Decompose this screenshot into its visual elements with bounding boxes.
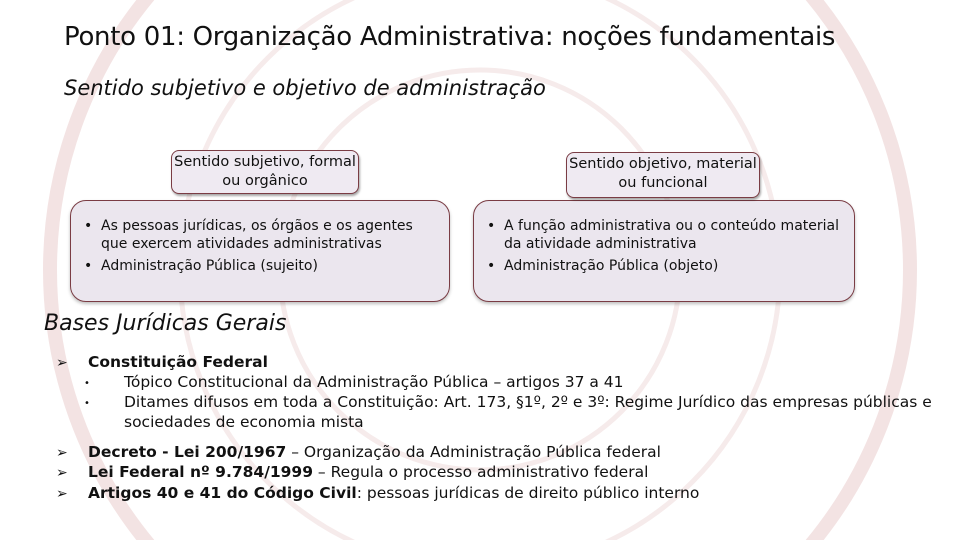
list-item: Lei Federal nº 9.784/1999 – Regula o processo administrativo federal — [88, 463, 649, 481]
bullet-icon: • — [84, 378, 90, 389]
arrow-marker-icon: ➢ — [56, 355, 68, 371]
list-item: • A função administrativa ou o conteúdo material da atividade administrativa — [487, 218, 839, 252]
list-item: Artigos 40 e 41 do Código Civil: pessoas jurídicas de direito público interno — [88, 484, 700, 502]
bullet-icon: • — [84, 258, 93, 274]
subjective-sense-box — [70, 200, 450, 302]
arrow-marker-icon: ➢ — [56, 465, 68, 481]
legal-bases-list — [56, 352, 946, 512]
bullet-icon: • — [487, 218, 496, 234]
subjective-sense-header: Sentido subjetivo, formal ou orgânico — [171, 150, 359, 194]
list-item: Constituição Federal — [88, 353, 268, 371]
arrow-marker-icon: ➢ — [56, 486, 68, 502]
list-item: • Administração Pública (sujeito) — [84, 258, 318, 274]
bullet-icon: • — [84, 218, 93, 234]
list-item: Tópico Constitucional da Administração Pública – artigos 37 a 41 — [124, 373, 624, 391]
list-item: Decreto - Lei 200/1967 – Organização da Administração Pública federal — [88, 443, 661, 461]
arrow-marker-icon: ➢ — [56, 445, 68, 461]
page-title: Ponto 01: Organização Administrativa: noções fundamentais — [64, 22, 836, 52]
list-item: Ditames difusos em toda a Constituição: Art. 173, §1º, 2º e 3º: Regime Jurídico das empresas públicas e sociedades de economia mista — [124, 393, 932, 431]
page-subtitle: Sentido subjetivo e objetivo de administração — [64, 76, 546, 100]
list-item: • As pessoas jurídicas, os órgãos e os agentes que exercem atividades administrativas — [84, 218, 413, 252]
bullet-icon: • — [84, 398, 90, 409]
section-title: Bases Jurídicas Gerais — [44, 311, 287, 336]
bullet-icon: • — [487, 258, 496, 274]
objective-sense-header: Sentido objetivo, material ou funcional — [566, 152, 760, 198]
list-item: • Administração Pública (objeto) — [487, 258, 719, 274]
objective-sense-box — [473, 200, 855, 302]
